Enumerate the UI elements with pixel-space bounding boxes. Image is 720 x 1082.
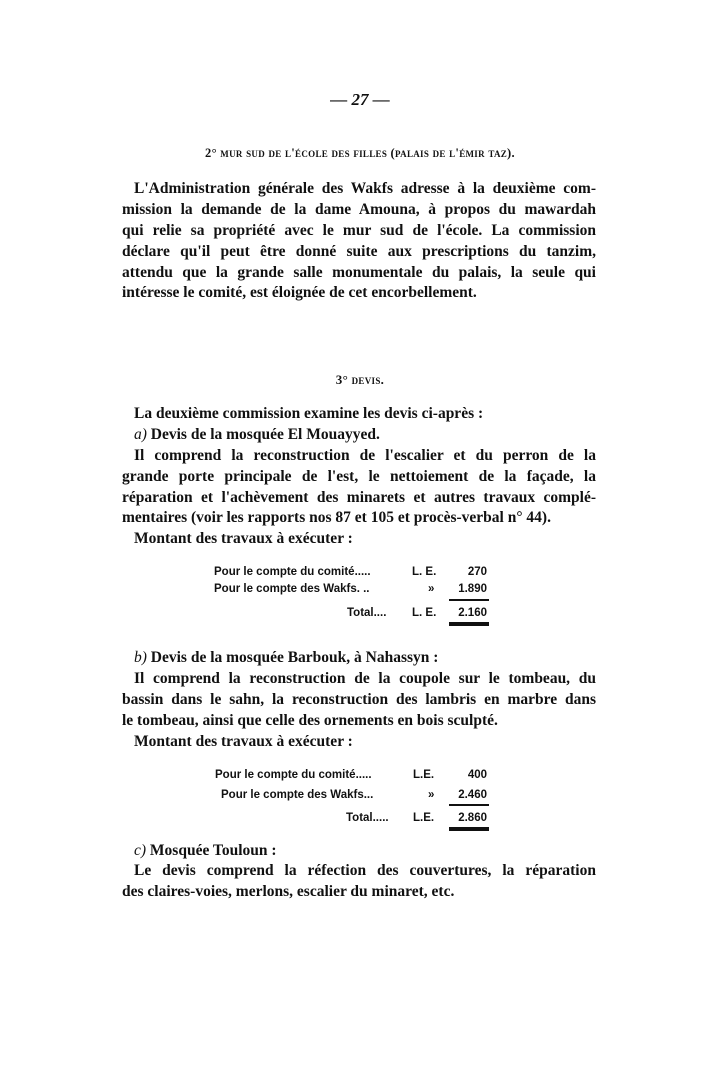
paragraph-line: Il comprend la reconstruction de l'escalier et du perron de la — [134, 447, 596, 464]
paragraph-line: mission la demande de la dame Amouna, à propos du mawardah — [122, 201, 596, 218]
paragraph-line: réparation et l'achèvement des minarets et autres travaux complé- — [122, 489, 596, 506]
table-row-label: Pour le compte du comité..... — [214, 566, 371, 578]
table-row-value: 2.460 — [458, 789, 487, 801]
table-row-label: Pour le compte des Wakfs. .. — [214, 583, 370, 595]
paragraph-line: intéresse le comité, est éloignée de cet encorbellement. — [122, 284, 477, 301]
table-row-label: Pour le compte du comité..... — [215, 769, 372, 781]
table-row-value: 270 — [467, 566, 487, 578]
paragraph-line: des claires-voies, merlons, escalier du minaret, etc. — [122, 883, 455, 900]
item-c-title — [134, 841, 596, 861]
paragraph-line: Montant des travaux à exécuter : — [134, 733, 353, 750]
page-number: — 27 — — [330, 90, 390, 109]
paragraph-line: le tombeau, ainsi que celle des ornements en bois sculpté. — [122, 712, 498, 729]
table-total-value: 2.860 — [458, 812, 487, 824]
section-heading-3: 3° devis. — [335, 372, 385, 387]
paragraph-line: L'Administration générale des Wakfs adresse à la deuxième com- — [134, 180, 596, 197]
table-total-currency: L.E. — [413, 812, 435, 824]
paragraph-line: déclare qu'il peut être donné suite aux prescriptions du tanzim, — [122, 243, 596, 260]
item-marker: a) — [134, 426, 147, 443]
item-marker: b) — [134, 649, 147, 666]
section-heading-2: 2° mur sud de l'école des filles (palais de l'émir taz). — [205, 146, 515, 160]
table-total-value: 2.160 — [458, 607, 487, 619]
paragraph-line: bassin dans le sahn, la reconstruction des lambris en marbre dans — [122, 691, 596, 708]
table-row-currency: L. E. — [412, 566, 437, 578]
paragraph-line: La deuxième commission examine les devis ci-après : — [134, 405, 484, 422]
table-row-currency: » — [428, 583, 435, 595]
total-double-rule — [449, 622, 489, 626]
sum-rule — [449, 599, 489, 601]
table-row-value: 400 — [467, 769, 487, 781]
table-row-currency: » — [428, 789, 435, 801]
paragraph-line: qui relie sa propriété avec le mur sud de l'école. La commission — [122, 222, 596, 239]
item-title: Devis de la mosquée El Mouayyed. — [150, 426, 380, 443]
paragraph-line: Il comprend la reconstruction de la coupole sur le tombeau, du — [134, 670, 596, 687]
paragraph-line: grande porte principale de l'est, le nettoiement de la façade, la — [122, 468, 596, 485]
item-a-title — [134, 425, 596, 445]
paragraph-line: Montant des travaux à exécuter : — [134, 530, 353, 547]
item-b-title — [134, 648, 596, 668]
table-total-currency: L. E. — [412, 607, 437, 619]
item-marker: c) — [134, 842, 147, 859]
total-double-rule — [449, 827, 489, 831]
sum-rule — [449, 804, 489, 806]
table-total-label: Total..... — [346, 812, 389, 824]
item-title: Mosquée Touloun : — [149, 842, 277, 859]
table-total-label: Total.... — [347, 607, 387, 619]
paragraph-line: attendu que la grande salle monumentale du palais, la seule qui — [122, 264, 596, 281]
paragraph-line: Le devis comprend la réfection des couvertures, la réparation — [134, 862, 596, 879]
table-row-value: 1.890 — [458, 583, 487, 595]
paragraph-line: mentaires (voir les rapports nos 87 et 105 et procès-verbal n° 44). — [122, 509, 551, 526]
table-row-currency: L.E. — [413, 769, 435, 781]
item-title: Devis de la mosquée Barbouk, à Nahassyn : — [150, 649, 439, 666]
table-row-label: Pour le compte des Wakfs... — [221, 789, 374, 801]
